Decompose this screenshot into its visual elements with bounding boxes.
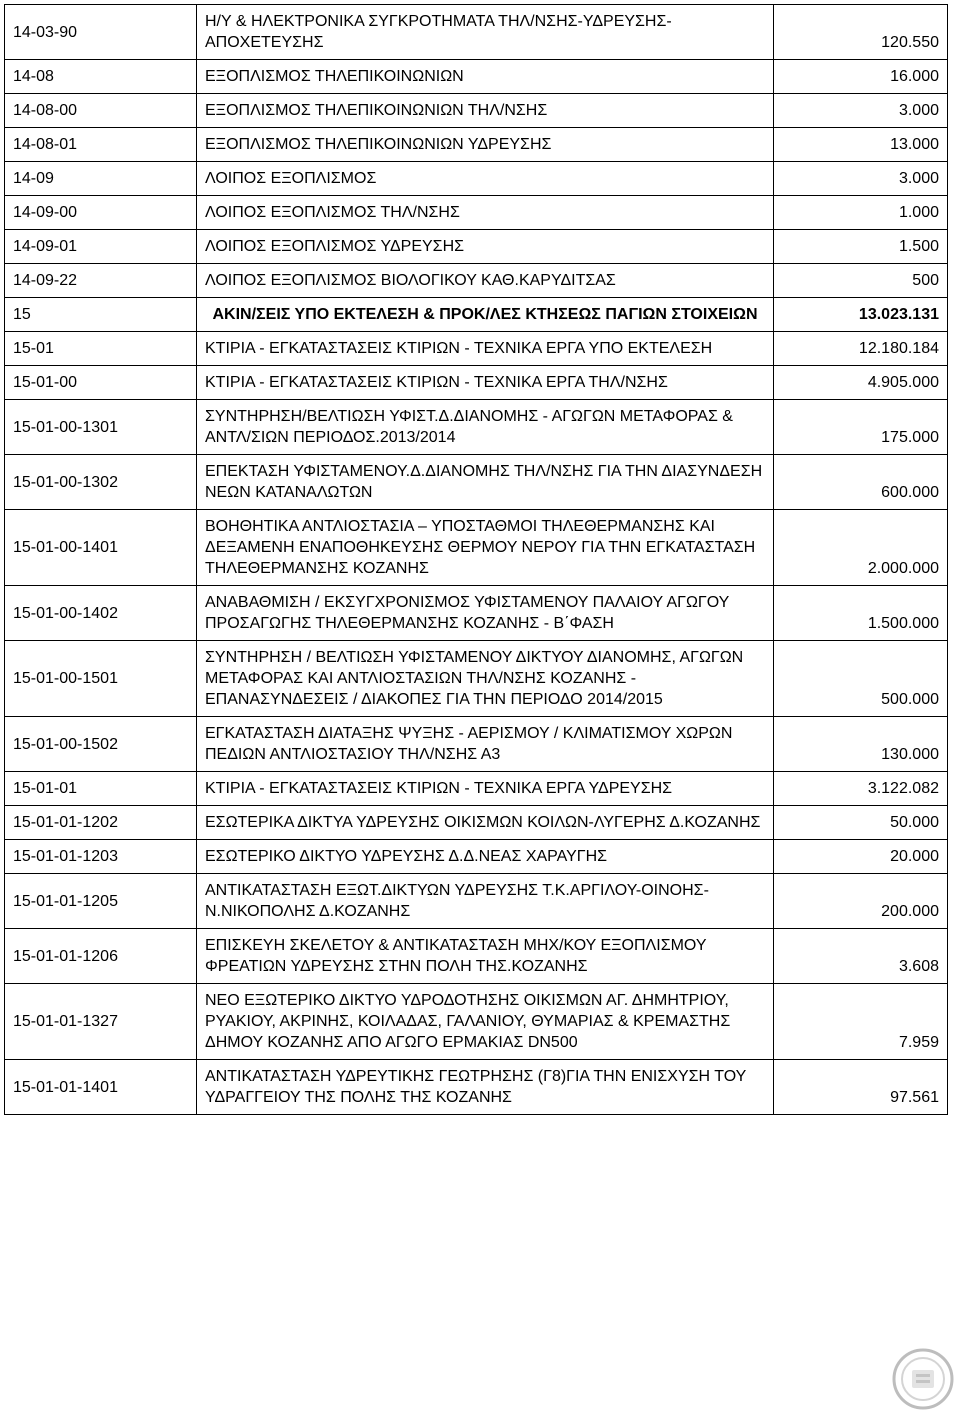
row-amount: 1.500.000: [774, 586, 948, 641]
row-description: ΕΠΙΣΚΕΥΗ ΣΚΕΛΕΤΟΥ & ΑΝΤΙΚΑΤΑΣΤΑΣΗ ΜΗΧ/ΚΟΥ ΕΞΟΠΛΙΣΜΟΥ ΦΡΕΑΤΙΩΝ ΥΔΡΕΥΣΗΣ ΣΤΗΝ ΠΟΛΗ ΤΗΣ.ΚΟΖΑΝΗΣ: [197, 929, 774, 984]
row-amount: 1.000: [774, 196, 948, 230]
row-amount: 3.000: [774, 162, 948, 196]
row-description: ΛΟΙΠΟΣ ΕΞΟΠΛΙΣΜΟΣ ΥΔΡΕΥΣΗΣ: [197, 230, 774, 264]
table-row: [5, 1060, 948, 1115]
row-code: 15-01-00-1401: [5, 510, 197, 586]
row-description: ΑΝΤΙΚΑΤΑΣΤΑΣΗ ΕΞΩΤ.ΔΙΚΤΥΩΝ ΥΔΡΕΥΣΗΣ Τ.Κ.ΑΡΓΙΛΟΥ-ΟΙΝΟΗΣ-Ν.ΝΙΚΟΠΟΛΗΣ Δ.ΚΟΖΑΝΗΣ: [197, 874, 774, 929]
row-code: 15-01: [5, 332, 197, 366]
row-description: ΛΟΙΠΟΣ ΕΞΟΠΛΙΣΜΟΣ ΒΙΟΛΟΓΙΚΟΥ ΚΑΘ.ΚΑΡΥΔΙΤΣΑΣ: [197, 264, 774, 298]
row-code: 14-09: [5, 162, 197, 196]
table-row: [5, 366, 948, 400]
budget-rows: [5, 5, 948, 1115]
row-code: 15-01-01: [5, 772, 197, 806]
row-amount: 16.000: [774, 60, 948, 94]
table-row: [5, 60, 948, 94]
table-row: [5, 772, 948, 806]
row-amount: 600.000: [774, 455, 948, 510]
table-row: [5, 196, 948, 230]
row-code: 14-09-00: [5, 196, 197, 230]
table-row: [5, 264, 948, 298]
row-description: ΒΟΗΘΗΤΙΚΑ ΑΝΤΛΙΟΣΤΑΣΙΑ – ΥΠΟΣΤΑΘΜΟΙ ΤΗΛΕΘΕΡΜΑΝΣΗΣ ΚΑΙ ΔΕΞΑΜΕΝΗ ΕΝΑΠΟΘΗΚΕΥΣΗΣ ΘΕΡΜΟΥ ΝΕΡΟΥ ΓΙΑ ΤΗΝ ΕΓΚΑΤΑΣΤΑΣΗ ΤΗΛΕΘΕΡΜΑΝΣΗΣ ΚΟΖΑΝΗΣ: [197, 510, 774, 586]
row-description: ΝΕΟ ΕΞΩΤΕΡΙΚΟ ΔΙΚΤΥΟ ΥΔΡΟΔΟΤΗΣΗΣ ΟΙΚΙΣΜΩΝ ΑΓ. ΔΗΜΗΤΡΙΟΥ, ΡΥΑΚΙΟΥ, ΑΚΡΙΝΗΣ, ΚΟΙΛΑΔΑΣ, ΓΑΛΑΝΙΟΥ, ΘΥΜΑΡΙΑΣ & ΚΡΕΜΑΣΤΗΣ ΔΗΜΟΥ ΚΟΖΑΝΗΣ ΑΠΟ ΑΓΩΓΟ ΕΡΜΑΚΙΑΣ DN500: [197, 984, 774, 1060]
table-row: [5, 510, 948, 586]
row-amount: 50.000: [774, 806, 948, 840]
row-description: ΛΟΙΠΟΣ ΕΞΟΠΛΙΣΜΟΣ ΤΗΛ/ΝΣΗΣ: [197, 196, 774, 230]
row-amount: 120.550: [774, 5, 948, 60]
row-code: 15-01-00-1402: [5, 586, 197, 641]
row-amount: 7.959: [774, 984, 948, 1060]
row-description: ΑΝΤΙΚΑΤΑΣΤΑΣΗ ΥΔΡΕΥΤΙΚΗΣ ΓΕΩΤΡΗΣΗΣ (Γ8)ΓΙΑ ΤΗΝ ΕΝΙΣΧΥΣΗ ΤΟΥ ΥΔΡΑΓΓΕΙΟΥ ΤΗΣ ΠΟΛΗΣ ΤΗΣ ΚΟΖΑΝΗΣ: [197, 1060, 774, 1115]
row-code: 15: [5, 298, 197, 332]
row-description: ΑΚΙΝ/ΣΕΙΣ ΥΠΟ ΕΚΤΕΛΕΣΗ & ΠΡΟΚ/ΛΕΣ ΚΤΗΣΕΩΣ ΠΑΓΙΩΝ ΣΤΟΙΧΕΙΩΝ: [197, 298, 774, 332]
row-amount: 97.561: [774, 1060, 948, 1115]
row-description: ΕΣΩΤΕΡΙΚΟ ΔΙΚΤΥΟ ΥΔΡΕΥΣΗΣ Δ.Δ.ΝΕΑΣ ΧΑΡΑΥΓΗΣ: [197, 840, 774, 874]
table-row: [5, 230, 948, 264]
row-amount: 20.000: [774, 840, 948, 874]
row-amount: 130.000: [774, 717, 948, 772]
row-description: ΚΤΙΡΙΑ - ΕΓΚΑΤΑΣΤΑΣΕΙΣ ΚΤΙΡΙΩΝ - ΤΕΧΝΙΚΑ ΕΡΓΑ ΥΔΡΕΥΣΗΣ: [197, 772, 774, 806]
row-amount: 13.023.131: [774, 298, 948, 332]
row-code: 14-09-22: [5, 264, 197, 298]
table-row: [5, 874, 948, 929]
row-code: 14-08-00: [5, 94, 197, 128]
row-description: ΚΤΙΡΙΑ - ΕΓΚΑΤΑΣΤΑΣΕΙΣ ΚΤΙΡΙΩΝ - ΤΕΧΝΙΚΑ ΕΡΓΑ ΤΗΛ/ΝΣΗΣ: [197, 366, 774, 400]
row-code: 15-01-01-1205: [5, 874, 197, 929]
row-code: 15-01-01-1206: [5, 929, 197, 984]
row-amount: 2.000.000: [774, 510, 948, 586]
row-amount: 500.000: [774, 641, 948, 717]
row-code: 15-01-01-1203: [5, 840, 197, 874]
row-description: Η/Υ & ΗΛΕΚΤΡΟΝΙΚΑ ΣΥΓΚΡΟΤΗΜΑΤΑ ΤΗΛ/ΝΣΗΣ-ΥΔΡΕΥΣΗΣ-ΑΠΟΧΕΤΕΥΣΗΣ: [197, 5, 774, 60]
row-description: ΕΞΟΠΛΙΣΜΟΣ ΤΗΛΕΠΙΚΟΙΝΩΝΙΩΝ: [197, 60, 774, 94]
row-amount: 1.500: [774, 230, 948, 264]
row-code: 14-09-01: [5, 230, 197, 264]
row-code: 15-01-01-1327: [5, 984, 197, 1060]
row-description: ΕΣΩΤΕΡΙΚΑ ΔΙΚΤΥΑ ΥΔΡΕΥΣΗΣ ΟΙΚΙΣΜΩΝ ΚΟΙΛΩΝ-ΛΥΓΕΡΗΣ Δ.ΚΟΖΑΝΗΣ: [197, 806, 774, 840]
table-row: [5, 984, 948, 1060]
table-row: [5, 298, 948, 332]
row-description: ΕΞΟΠΛΙΣΜΟΣ ΤΗΛΕΠΙΚΟΙΝΩΝΙΩΝ ΥΔΡΕΥΣΗΣ: [197, 128, 774, 162]
table-row: [5, 332, 948, 366]
row-amount: 3.608: [774, 929, 948, 984]
row-amount: 175.000: [774, 400, 948, 455]
table-row: [5, 717, 948, 772]
row-description: ΕΓΚΑΤΑΣΤΑΣΗ ΔΙΑΤΑΞΗΣ ΨΥΞΗΣ - ΑΕΡΙΣΜΟΥ / ΚΛΙΜΑΤΙΣΜΟΥ ΧΩΡΩΝ ΠΕΔΙΩΝ ΑΝΤΛΙΟΣΤΑΣΙΟΥ ΤΗΛ/ΝΣΗΣ Α3: [197, 717, 774, 772]
budget-table: [4, 4, 948, 1115]
watermark-logo-icon: [892, 1346, 954, 1412]
row-code: 14-08: [5, 60, 197, 94]
row-code: 15-01-00-1501: [5, 641, 197, 717]
row-amount: 3.000: [774, 94, 948, 128]
table-row: [5, 586, 948, 641]
table-row: [5, 94, 948, 128]
table-row: [5, 840, 948, 874]
table-row: [5, 455, 948, 510]
row-amount: 500: [774, 264, 948, 298]
row-code: 15-01-01-1202: [5, 806, 197, 840]
row-code: 15-01-00: [5, 366, 197, 400]
row-amount: 200.000: [774, 874, 948, 929]
table-row: [5, 929, 948, 984]
row-code: 15-01-01-1401: [5, 1060, 197, 1115]
row-description: ΚΤΙΡΙΑ - ΕΓΚΑΤΑΣΤΑΣΕΙΣ ΚΤΙΡΙΩΝ - ΤΕΧΝΙΚΑ ΕΡΓΑ ΥΠΟ ΕΚΤΕΛΕΣΗ: [197, 332, 774, 366]
table-row: [5, 641, 948, 717]
row-description: ΑΝΑΒΑΘΜΙΣΗ / ΕΚΣΥΓΧΡΟΝΙΣΜΟΣ ΥΦΙΣΤΑΜΕΝΟΥ ΠΑΛΑΙΟΥ ΑΓΩΓΟΥ ΠΡΟΣΑΓΩΓΗΣ ΤΗΛΕΘΕΡΜΑΝΣΗΣ ΚΟΖΑΝΗΣ - Β΄ΦΑΣΗ: [197, 586, 774, 641]
table-row: [5, 162, 948, 196]
table-row: [5, 400, 948, 455]
table-row: [5, 806, 948, 840]
row-description: ΣΥΝΤΗΡΗΣΗ / ΒΕΛΤΙΩΣΗ ΥΦΙΣΤΑΜΕΝΟΥ ΔΙΚΤΥΟΥ ΔΙΑΝΟΜΗΣ, ΑΓΩΓΩΝ ΜΕΤΑΦΟΡΑΣ ΚΑΙ ΑΝΤΛΙΟΣΤΑΣΙΩΝ ΤΗΛ/ΝΣΗΣ ΚΟΖΑΝΗΣ - ΕΠΑΝΑΣΥΝΔΕΣΕΙΣ / ΔΙΑΚΟΠΕΣ ΓΙΑ ΤΗΝ ΠΕΡΙΟΔΟ 2014/2015: [197, 641, 774, 717]
row-amount: 3.122.082: [774, 772, 948, 806]
row-description: ΕΞΟΠΛΙΣΜΟΣ ΤΗΛΕΠΙΚΟΙΝΩΝΙΩΝ ΤΗΛ/ΝΣΗΣ: [197, 94, 774, 128]
row-code: 14-03-90: [5, 5, 197, 60]
table-row: [5, 128, 948, 162]
table-row: [5, 5, 948, 60]
row-amount: 4.905.000: [774, 366, 948, 400]
row-code: 14-08-01: [5, 128, 197, 162]
row-code: 15-01-00-1301: [5, 400, 197, 455]
row-description: ΛΟΙΠΟΣ ΕΞΟΠΛΙΣΜΟΣ: [197, 162, 774, 196]
row-amount: 13.000: [774, 128, 948, 162]
row-description: ΕΠΕΚΤΑΣΗ ΥΦΙΣΤΑΜΕΝΟΥ.Δ.ΔΙΑΝΟΜΗΣ ΤΗΛ/ΝΣΗΣ ΓΙΑ ΤΗΝ ΔΙΑΣΥΝΔΕΣΗ ΝΕΩΝ ΚΑΤΑΝΑΛΩΤΩΝ: [197, 455, 774, 510]
row-code: 15-01-00-1302: [5, 455, 197, 510]
row-amount: 12.180.184: [774, 332, 948, 366]
row-code: 15-01-00-1502: [5, 717, 197, 772]
row-description: ΣΥΝΤΗΡΗΣΗ/ΒΕΛΤΙΩΣΗ ΥΦΙΣΤ.Δ.ΔΙΑΝΟΜΗΣ - ΑΓΩΓΩΝ ΜΕΤΑΦΟΡΑΣ & ΑΝΤΛ/ΣΙΩΝ ΠΕΡΙΟΔΟΣ.2013/2014: [197, 400, 774, 455]
